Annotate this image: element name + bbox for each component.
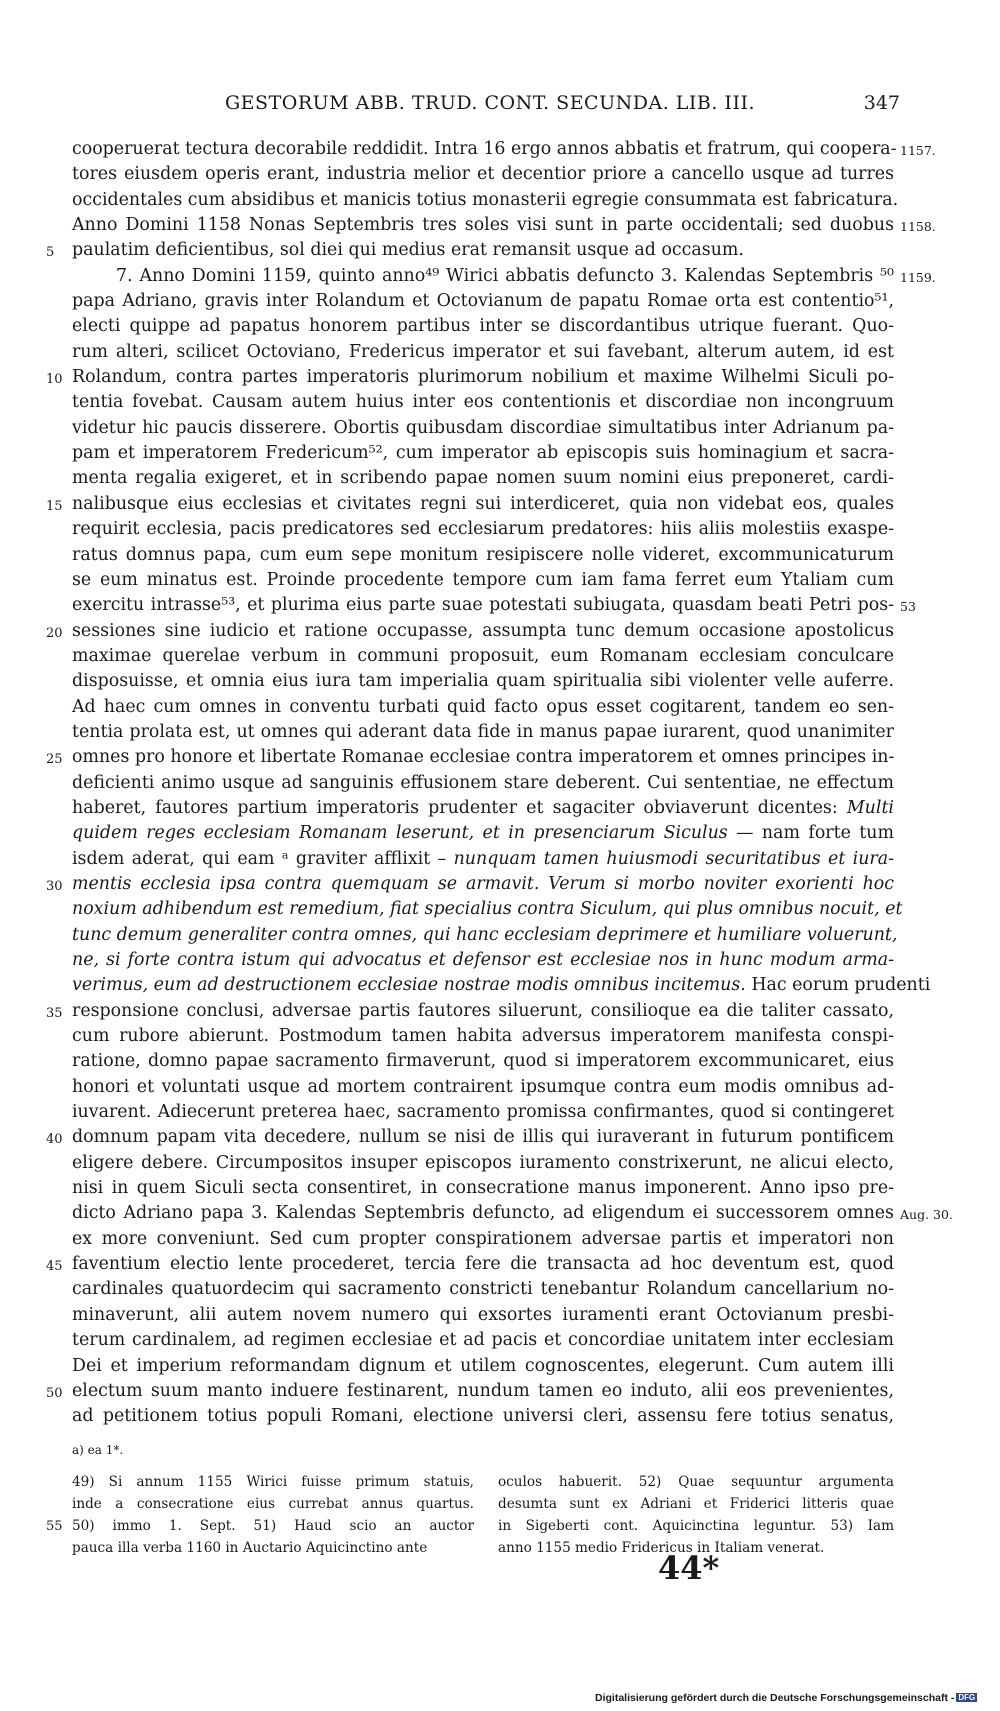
line-roman: papa Adriano, gravis inter Rolandum et Octovianum de papatu Romae orta est contentio⁵¹,	[72, 291, 894, 312]
text-line	[0, 796, 1000, 821]
text-line	[0, 1125, 1000, 1150]
text-line	[0, 973, 1000, 998]
line-roman: faventium electio lente procederet, tercia fere die transacta ad hoc deventum est, quod	[72, 1254, 894, 1275]
line-roman: nalibusque eius ecclesias et civitates regni sui interdiceret, quia non videbat eos, quales	[72, 493, 894, 514]
margin-date: 53	[900, 599, 916, 615]
main-text	[0, 137, 1000, 1430]
page-number: 347	[863, 92, 900, 114]
line-roman: cooperuerat tectura decorabile reddidit. Intra 16 ergo annos abbatis et fratrum, qui coopera-	[72, 139, 897, 159]
footnotes	[0, 1471, 1000, 1559]
line-roman: disposuisse, et omnia eius iura tam imperialia quam spiritualia sibi violenter velle auferre.	[72, 671, 894, 692]
line-number: 15	[46, 498, 63, 514]
line-number: 35	[46, 1005, 63, 1021]
line-text	[72, 1075, 894, 1100]
line-text	[72, 1201, 894, 1226]
line-roman: responsione conclusi, adversae partis fautores siluerunt, consilioque ea die taliter cassato,	[72, 1000, 894, 1021]
line-roman: tunc demum generaliter contra omnes, qui hanc ecclesiam deprimere et humiliare voluerunt,	[72, 924, 898, 945]
line-text	[72, 543, 894, 568]
line-text	[72, 847, 894, 872]
line-roman: tentia prolata est, ut omnes qui aderant data fide in manus papae iurarent, quod unanimiter	[72, 721, 894, 742]
line-text	[72, 390, 894, 415]
line-text	[72, 745, 894, 770]
line-roman: videtur hic paucis disserere. Obortis quibusdam discordiae simultatibus inter Adrianum pa-	[72, 417, 894, 438]
text-line	[0, 238, 1000, 263]
text-line	[0, 137, 1000, 162]
line-text	[72, 897, 903, 922]
line-text	[72, 441, 894, 466]
line-text	[72, 948, 894, 973]
footnote-right: in Sigeberti cont. Aquicinctina leguntur. 53) Iam	[498, 1518, 894, 1534]
line-text	[72, 872, 894, 897]
text-line	[0, 948, 1000, 973]
line-text	[72, 1303, 894, 1328]
footnote-left: inde a consecratione eius currebat annus quartus.	[72, 1496, 474, 1512]
line-roman: ne, si forte contra istum qui advocatus et defensor est ecclesiae nos in hunc modum arma-	[72, 950, 894, 970]
line-number: 40	[46, 1132, 63, 1148]
footnote-line	[0, 1493, 1000, 1515]
text-line	[0, 1176, 1000, 1201]
text-line	[0, 745, 1000, 770]
line-roman: Rolandum, contra partes imperatoris plurimorum nobilium et maxime Wilhelmi Siculi po-	[72, 367, 894, 388]
text-line	[0, 517, 1000, 542]
margin-date: 1159.	[900, 269, 936, 285]
line-roman: sessiones sine iudicio et ratione occupasse, assumpta tunc demum occasione apostolicus	[72, 620, 894, 641]
line-number: 20	[46, 625, 63, 641]
line-text	[72, 213, 894, 238]
line-text	[72, 1404, 894, 1429]
line-number: 45	[46, 1259, 63, 1275]
line-roman: 7. Anno Domini 1159, quinto anno⁴⁹ Wirici abbatis defuncto 3. Kalendas Septembris ⁵⁰	[116, 265, 894, 286]
line-roman: ex more conveniunt. Sed cum propter conspirationem adversae partis et imperatori non	[72, 1228, 894, 1249]
line-text	[72, 137, 897, 162]
line-text	[72, 1100, 894, 1125]
line-text	[72, 365, 894, 390]
footnote-left: 50) immo 1. Sept. 51) Haud scio an auctor	[72, 1518, 474, 1534]
line-text	[72, 1227, 894, 1252]
line-roman: occidentales cum absidibus et manicis totius monasterii egregie consummata est fabricatura.	[72, 189, 899, 210]
text-line	[0, 543, 1000, 568]
line-text	[72, 289, 894, 314]
line-roman: isdem aderat, qui eam ᵃ graviter afflixit –	[72, 848, 454, 869]
text-line	[0, 1151, 1000, 1176]
text-line	[0, 188, 1000, 213]
text-line	[0, 568, 1000, 593]
text-line	[0, 644, 1000, 669]
text-line	[0, 999, 1000, 1024]
line-text	[72, 796, 894, 821]
running-head	[70, 92, 900, 122]
line-roman: eligere debere. Circumpositos insuper episcopos iuramento constrixerunt, ne alicui electo,	[72, 1152, 894, 1173]
line-italic: Multi	[846, 797, 894, 818]
critical-apparatus: a) ea 1*.	[72, 1443, 124, 1457]
line-text	[116, 264, 894, 289]
text-line	[0, 1303, 1000, 1328]
text-line	[0, 1075, 1000, 1100]
line-italic: nunquam tamen huiusmodi securitatibus et iura-	[453, 848, 894, 869]
line-number: 50	[46, 1385, 63, 1401]
line-roman: minaverunt, alii autem novem numero qui exsortes iuramenti erant Octovianum presbi-	[72, 1304, 894, 1325]
text-line	[0, 390, 1000, 415]
line-text	[72, 492, 894, 517]
line-text	[72, 1379, 894, 1404]
line-roman-after: — nam forte tum	[727, 823, 894, 844]
line-roman: se eum minatus est. Proinde procedente tempore cum iam fama ferret eum Ytaliam cum	[72, 569, 894, 590]
line-roman: cum rubore abierunt. Postmodum tamen habita adversus imperatorem manifesta conspi-	[72, 1026, 894, 1047]
line-roman: domnum papam vita decedere, nullum se nisi de illis qui iuraverant in futurum pontificem	[72, 1127, 894, 1148]
line-roman: Dei et imperium reformandam dignum et utilem cognoscentes, elegerunt. Cum autem illi	[72, 1355, 894, 1376]
line-roman: noxium adhibendum est remedium, fiat specialius contra Siculum, qui plus omnibus nocuit, et	[72, 899, 903, 920]
text-line	[0, 720, 1000, 745]
line-text	[72, 999, 894, 1024]
text-line	[0, 441, 1000, 466]
credit-text: Digitalisierung gefördert durch die Deutsche Forschungsgemeinschaft -	[595, 1692, 955, 1704]
line-roman: Ad haec cum omnes in conventu turbati quid facto opus esset cogitarent, tandem eo sen-	[72, 696, 894, 717]
line-italic: quidem reges ecclesiam Romanam leserunt, et in presenciarum Siculus	[72, 823, 728, 844]
text-line	[0, 897, 1000, 922]
line-text	[72, 314, 894, 339]
text-line	[0, 1252, 1000, 1277]
text-line	[0, 771, 1000, 796]
line-roman: electi quippe ad papatus honorem partibus inter se discordantibus utrique fuerant. Quo-	[72, 316, 894, 337]
line-roman: cardinales quatuordecim qui sacramento constricti tenebantur Rolandum cancellarium no-	[72, 1279, 894, 1300]
footnote-right: anno 1155 medio Fridericus in Italiam venerat.	[498, 1540, 825, 1556]
text-line	[0, 365, 1000, 390]
line-text	[72, 1125, 894, 1150]
text-line	[0, 340, 1000, 365]
text-line	[0, 695, 1000, 720]
text-line	[0, 1201, 1000, 1226]
line-roman: ad petitionem totius populi Romani, electione universi cleri, assensu fere totius senatus,	[72, 1406, 894, 1427]
line-roman: electum suum manto induere festinarent, nundum tamen eo induto, alii eos prevenientes,	[72, 1380, 894, 1401]
line-roman: haberet, fautores partium imperatoris prudenter et sagaciter obviaverunt dicentes:	[72, 797, 847, 818]
line-roman: dicto Adriano papa 3. Kalendas Septembris defuncto, ad eligendum ei successorem omnes	[72, 1203, 894, 1224]
text-line	[0, 669, 1000, 694]
text-line	[0, 1379, 1000, 1404]
text-line	[0, 213, 1000, 238]
text-line	[0, 1100, 1000, 1125]
line-text	[72, 340, 894, 365]
dfg-logo: DFG	[958, 1693, 976, 1702]
line-roman: maximae querelae verbum in communi proposuit, eum Romanam ecclesiam conculcare	[72, 645, 894, 666]
line-roman-after: Hac eorum prudenti	[745, 975, 931, 996]
text-line	[0, 1404, 1000, 1429]
line-text	[72, 517, 894, 542]
footnote-right: oculos habuerit. 52) Quae sequuntur argumenta	[498, 1474, 894, 1490]
line-text	[72, 466, 894, 491]
line-text	[72, 973, 931, 998]
line-text	[72, 416, 894, 441]
line-roman: pam et imperatorem Fredericum⁵², cum imperator ab episcopis suis hominagium et sacra-	[72, 443, 894, 464]
signature-mark: 44*	[658, 1549, 720, 1587]
line-roman: paulatim deficientibus, sol diei qui medius erat remansit usque ad occasum.	[72, 240, 744, 261]
footnote-line	[0, 1515, 1000, 1537]
line-text	[72, 1049, 894, 1074]
line-text	[72, 162, 894, 187]
line-roman: menta regalia exigeret, et in scribendo papae nomen suum nomini eius preponeret, cardi-	[72, 468, 894, 489]
footnote-line	[0, 1537, 1000, 1559]
text-line	[0, 847, 1000, 872]
line-text	[72, 695, 894, 720]
text-line	[0, 1049, 1000, 1074]
running-title: GESTORUM ABB. TRUD. CONT. SECUNDA. LIB. III.	[225, 92, 755, 114]
footnote-left: 49) Si annum 1155 Wirici fuisse primum statuis,	[72, 1474, 474, 1490]
text-line	[0, 492, 1000, 517]
line-text	[72, 771, 894, 796]
line-text	[72, 1151, 894, 1176]
text-line	[0, 162, 1000, 187]
text-line	[0, 593, 1000, 618]
line-text	[72, 923, 898, 948]
text-line	[0, 1354, 1000, 1379]
text-line	[0, 619, 1000, 644]
line-roman: iuvarent. Adiecerunt preterea haec, sacramento promissa confirmantes, quod si contingeret	[72, 1102, 894, 1123]
line-text	[72, 669, 894, 694]
line-text	[72, 1354, 894, 1379]
text-line	[0, 264, 1000, 289]
margin-date: 1157.	[900, 143, 936, 158]
line-roman: tores eiusdem operis erant, industria melior et decentior priore a cancello usque ad turres	[72, 164, 894, 185]
line-number: 5	[46, 245, 55, 261]
line-roman: rum alteri, scilicet Octoviano, Fredericus imperator et sui favebant, alterum autem, id est	[72, 341, 894, 362]
line-text	[72, 1176, 894, 1201]
footnote-left: pauca illa verba 1160 in Auctario Aquicinctino ante	[72, 1540, 428, 1556]
line-roman: exercitu intrasse⁵³, et plurima eius parte suae potestati subiugata, quasdam beati Petri pos-	[72, 595, 894, 616]
line-text	[72, 238, 894, 263]
line-text	[72, 568, 894, 593]
line-number: 10	[46, 372, 63, 388]
line-roman: terum cardinalem, ad regimen ecclesiae et ad pacis et concordiae unitatem inter ecclesiam	[72, 1330, 894, 1351]
line-text	[72, 1024, 894, 1049]
line-text	[72, 644, 894, 669]
line-text	[72, 821, 894, 846]
text-line	[0, 466, 1000, 491]
margin-date: Aug. 30.	[900, 1207, 953, 1223]
text-line	[0, 821, 1000, 846]
line-text	[72, 593, 894, 618]
line-text	[72, 188, 899, 213]
text-line	[0, 314, 1000, 339]
line-text	[72, 1328, 894, 1353]
line-number: 30	[46, 878, 63, 894]
line-roman: mentis ecclesia ipsa contra quemquam se armavit. Verum si morbo noviter exorienti hoc	[72, 873, 894, 894]
line-roman: requirit ecclesia, pacis predicatores sed ecclesiarum predatores: hiis aliis molestiis exaspe-	[72, 519, 894, 540]
text-line	[0, 1277, 1000, 1302]
digitization-credit	[595, 1692, 977, 1704]
line-roman: ratione, domno papae sacramento firmaverunt, quod si imperatorem excommunicaret, eius	[72, 1051, 894, 1072]
line-text	[72, 1277, 894, 1302]
text-line	[0, 872, 1000, 897]
text-line	[0, 923, 1000, 948]
line-roman: nisi in quem Siculi secta consentiret, in consecratione manus imponerent. Anno ipso pre-	[72, 1178, 894, 1199]
text-line	[0, 1227, 1000, 1252]
line-text	[72, 619, 894, 644]
line-italic: verimus, eum ad destructionem ecclesiae nostrae modis omnibus incitemus.	[72, 975, 746, 996]
line-roman: tentia fovebat. Causam autem huius inter eos contentionis et discordiae non incongruum	[72, 392, 894, 413]
line-text	[72, 720, 894, 745]
line-roman: ratus domnus papa, cum eum sepe monitum resipiscere nolle videret, excommunicaturum	[72, 544, 894, 565]
footnote-line	[0, 1471, 1000, 1493]
line-roman: omnes pro honore et libertate Romanae ecclesiae contra imperatorem et omnes principes in-	[72, 747, 895, 768]
line-roman: Anno Domini 1158 Nonas Septembris tres soles visi sunt in parte occidentali; sed duobus	[72, 215, 894, 236]
line-roman: deficienti animo usque ad sanguinis effusionem stare deberent. Cui sententiae, ne effectum	[72, 772, 894, 793]
text-line	[0, 1328, 1000, 1353]
line-number: 55	[46, 1519, 63, 1534]
line-number: 25	[46, 752, 63, 768]
footnote-right: desumta sunt ex Adriani et Friderici litteris quae	[498, 1496, 894, 1512]
margin-date: 1158.	[900, 219, 936, 235]
line-roman: honori et voluntati usque ad mortem contrairent ipsumque contra eum modis omnibus ad-	[72, 1076, 894, 1097]
line-text	[72, 1252, 894, 1277]
text-line	[0, 1024, 1000, 1049]
text-line	[0, 416, 1000, 441]
text-line	[0, 289, 1000, 314]
